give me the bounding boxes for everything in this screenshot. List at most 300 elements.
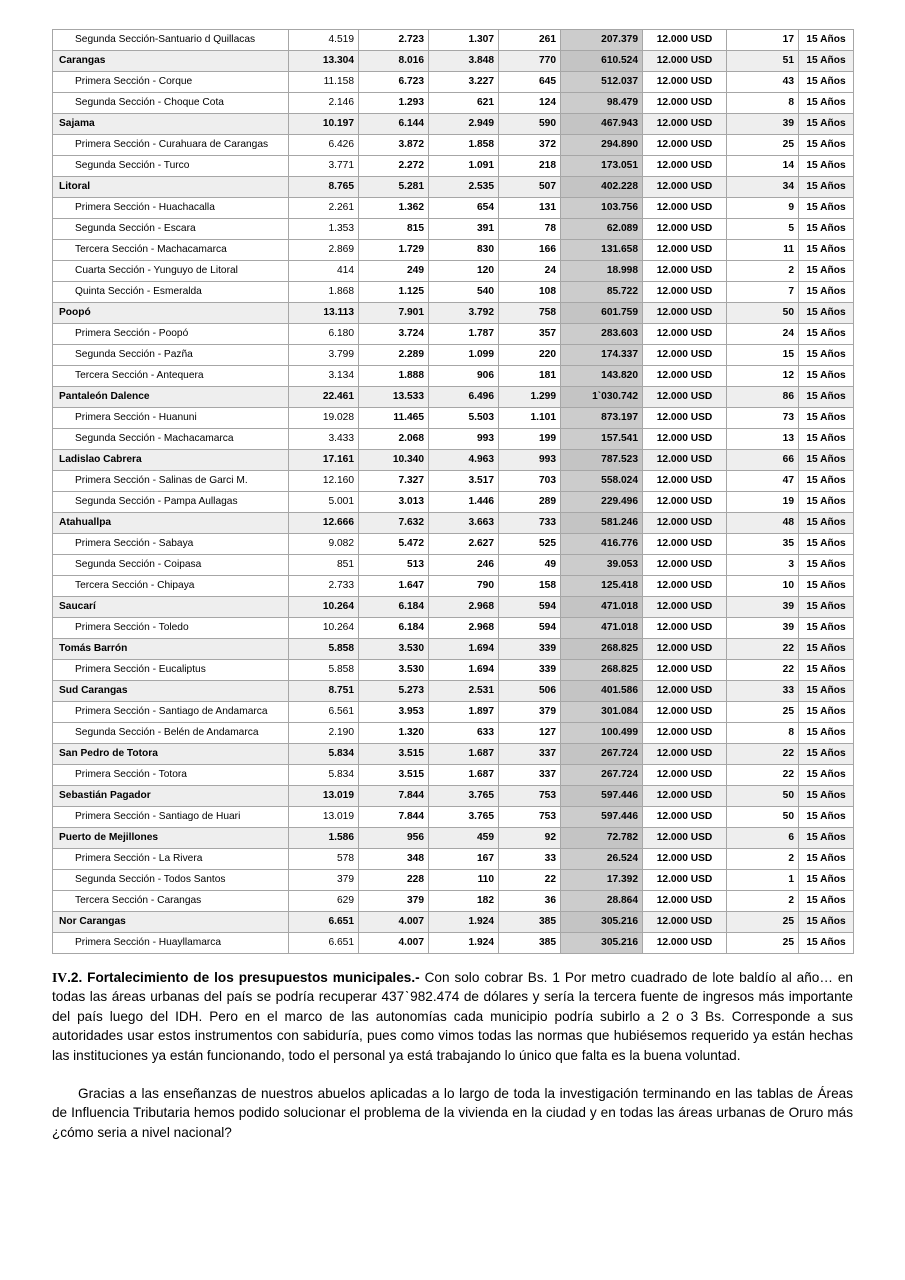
cell-recaudacion: 581.246: [561, 513, 643, 534]
cell-value-1: 19.028: [289, 408, 359, 429]
table-row: [53, 744, 854, 765]
cell-value-2: 7.901: [359, 303, 429, 324]
cell-viviendas: 22: [727, 660, 799, 681]
cell-value-1: 578: [289, 849, 359, 870]
cell-costo-usd: 12.000 USD: [643, 576, 727, 597]
cell-value-2: 5.273: [359, 681, 429, 702]
cell-value-1: 9.082: [289, 534, 359, 555]
cell-viviendas: 25: [727, 912, 799, 933]
cell-value-3: 1.897: [429, 702, 499, 723]
cell-value-4: 108: [499, 282, 561, 303]
cell-value-4: 92: [499, 828, 561, 849]
cell-costo-usd: 12.000 USD: [643, 681, 727, 702]
cell-value-4: 590: [499, 114, 561, 135]
cell-value-3: 654: [429, 198, 499, 219]
cell-value-4: 594: [499, 618, 561, 639]
cell-costo-usd: 12.000 USD: [643, 639, 727, 660]
table-row: [53, 597, 854, 618]
cell-value-2: 2.272: [359, 156, 429, 177]
cell-value-1: 12.160: [289, 471, 359, 492]
cell-value-1: 6.180: [289, 324, 359, 345]
cell-viviendas: 17: [727, 30, 799, 51]
cell-value-4: 166: [499, 240, 561, 261]
cell-value-3: 1.924: [429, 912, 499, 933]
cell-value-2: 2.289: [359, 345, 429, 366]
cell-value-4: 22: [499, 870, 561, 891]
cell-viviendas: 50: [727, 807, 799, 828]
cell-recaudacion: 125.418: [561, 576, 643, 597]
cell-value-2: 379: [359, 891, 429, 912]
table-row: [53, 303, 854, 324]
section-heading: [52, 970, 420, 985]
table-row: [53, 261, 854, 282]
cell-value-4: 753: [499, 786, 561, 807]
cell-recaudacion: 268.825: [561, 639, 643, 660]
cell-recaudacion: 283.603: [561, 324, 643, 345]
cell-recaudacion: 294.890: [561, 135, 643, 156]
cell-value-4: 372: [499, 135, 561, 156]
cell-viviendas: 35: [727, 534, 799, 555]
cell-value-3: 167: [429, 849, 499, 870]
table-row: [53, 324, 854, 345]
cell-value-3: 3.765: [429, 807, 499, 828]
cell-value-1: 13.019: [289, 807, 359, 828]
cell-recaudacion: 1`030.742: [561, 387, 643, 408]
cell-value-2: 3.530: [359, 639, 429, 660]
table-row: [53, 408, 854, 429]
table-row: [53, 933, 854, 954]
cell-value-1: 2.869: [289, 240, 359, 261]
table-row: [53, 849, 854, 870]
cell-plazo: 15 Años: [799, 744, 854, 765]
cell-plazo: 15 Años: [799, 156, 854, 177]
cell-name: Primera Sección - Corque: [53, 72, 289, 93]
cell-value-3: 2.968: [429, 618, 499, 639]
cell-value-4: 127: [499, 723, 561, 744]
cell-recaudacion: 39.053: [561, 555, 643, 576]
cell-recaudacion: 173.051: [561, 156, 643, 177]
cell-value-3: 3.227: [429, 72, 499, 93]
cell-value-1: 13.304: [289, 51, 359, 72]
cell-name: Nor Carangas: [53, 912, 289, 933]
cell-viviendas: 6: [727, 828, 799, 849]
cell-recaudacion: 17.392: [561, 870, 643, 891]
cell-name: Poopó: [53, 303, 289, 324]
cell-name: Tercera Sección - Carangas: [53, 891, 289, 912]
cell-name: Segunda Sección - Machacamarca: [53, 429, 289, 450]
cell-value-4: 33: [499, 849, 561, 870]
cell-value-1: 5.834: [289, 744, 359, 765]
cell-value-2: 3.515: [359, 765, 429, 786]
cell-viviendas: 50: [727, 303, 799, 324]
cell-plazo: 15 Años: [799, 681, 854, 702]
cell-value-1: 2.146: [289, 93, 359, 114]
cell-viviendas: 2: [727, 891, 799, 912]
cell-name: Tercera Sección - Chipaya: [53, 576, 289, 597]
cell-value-1: 3.771: [289, 156, 359, 177]
table-row: [53, 30, 854, 51]
cell-plazo: 15 Años: [799, 282, 854, 303]
cell-costo-usd: 12.000 USD: [643, 177, 727, 198]
paragraph-1-body: Con solo cobrar Bs. 1 Por metro cuadrado de lote baldío al año… en todas las áreas urbanas del país se podría recuperar 437ˋ982.474 de dólares y sería la tercera fuente de ingresos más importante del país luego del IDH. Pero en el marco de las autonomías cada municipio podría subirlo a 2 o 3 Bs. Corresponde a sus autoridades usar estos instrumentos con sabiduría, pues como vimos todas las normas que hubiésemos requerido ya están hechas las instituciones ya están funcionando, todo el personal ya está trabajando lo único que falta es la buena voluntad.: [52, 970, 853, 1063]
cell-value-2: 6.144: [359, 114, 429, 135]
cell-plazo: 15 Años: [799, 177, 854, 198]
cell-costo-usd: 12.000 USD: [643, 408, 727, 429]
cell-costo-usd: 12.000 USD: [643, 702, 727, 723]
cell-viviendas: 7: [727, 282, 799, 303]
cell-value-3: 3.792: [429, 303, 499, 324]
cell-viviendas: 2: [727, 261, 799, 282]
cell-costo-usd: 12.000 USD: [643, 324, 727, 345]
cell-recaudacion: 597.446: [561, 786, 643, 807]
table-row: [53, 240, 854, 261]
cell-costo-usd: 12.000 USD: [643, 135, 727, 156]
cell-viviendas: 39: [727, 597, 799, 618]
cell-value-1: 414: [289, 261, 359, 282]
cell-plazo: 15 Años: [799, 72, 854, 93]
cell-value-4: 181: [499, 366, 561, 387]
cell-value-2: 10.340: [359, 450, 429, 471]
cell-costo-usd: 12.000 USD: [643, 429, 727, 450]
cell-value-1: 5.858: [289, 660, 359, 681]
cell-plazo: 15 Años: [799, 555, 854, 576]
cell-value-4: 993: [499, 450, 561, 471]
cell-value-4: 733: [499, 513, 561, 534]
cell-recaudacion: 597.446: [561, 807, 643, 828]
cell-plazo: 15 Años: [799, 345, 854, 366]
cell-value-4: 594: [499, 597, 561, 618]
cell-name: Litoral: [53, 177, 289, 198]
cell-plazo: 15 Años: [799, 93, 854, 114]
table-row: [53, 534, 854, 555]
cell-value-2: 3.724: [359, 324, 429, 345]
cell-value-2: 1.293: [359, 93, 429, 114]
cell-value-1: 6.561: [289, 702, 359, 723]
cell-recaudacion: 131.658: [561, 240, 643, 261]
cell-costo-usd: 12.000 USD: [643, 198, 727, 219]
cell-value-3: 110: [429, 870, 499, 891]
cell-value-1: 22.461: [289, 387, 359, 408]
cell-value-2: 3.013: [359, 492, 429, 513]
cell-recaudacion: 787.523: [561, 450, 643, 471]
table-row: [53, 93, 854, 114]
cell-plazo: 15 Años: [799, 786, 854, 807]
cell-value-4: 753: [499, 807, 561, 828]
cell-value-1: 2.261: [289, 198, 359, 219]
cell-value-2: 2.723: [359, 30, 429, 51]
cell-value-1: 5.834: [289, 765, 359, 786]
cell-value-3: 3.765: [429, 786, 499, 807]
cell-value-3: 4.963: [429, 450, 499, 471]
cell-costo-usd: 12.000 USD: [643, 51, 727, 72]
cell-viviendas: 14: [727, 156, 799, 177]
cell-value-3: 246: [429, 555, 499, 576]
cell-name: Primera Sección - Curahuara de Carangas: [53, 135, 289, 156]
table-row: [53, 471, 854, 492]
cell-plazo: 15 Años: [799, 387, 854, 408]
cell-value-2: 1.647: [359, 576, 429, 597]
cell-plazo: 15 Años: [799, 912, 854, 933]
cell-name: Primera Sección - La Rivera: [53, 849, 289, 870]
cell-recaudacion: 512.037: [561, 72, 643, 93]
cell-viviendas: 47: [727, 471, 799, 492]
cell-recaudacion: 610.524: [561, 51, 643, 72]
cell-recaudacion: 143.820: [561, 366, 643, 387]
table-row: [53, 786, 854, 807]
cell-recaudacion: 100.499: [561, 723, 643, 744]
cell-value-2: 348: [359, 849, 429, 870]
cell-costo-usd: 12.000 USD: [643, 282, 727, 303]
cell-value-3: 1.446: [429, 492, 499, 513]
cell-value-4: 131: [499, 198, 561, 219]
cell-plazo: 15 Años: [799, 891, 854, 912]
cell-value-2: 7.844: [359, 807, 429, 828]
cell-value-2: 13.533: [359, 387, 429, 408]
cell-value-2: 11.465: [359, 408, 429, 429]
table-row: [53, 282, 854, 303]
cell-value-1: 5.001: [289, 492, 359, 513]
cell-value-1: 3.134: [289, 366, 359, 387]
cell-plazo: 15 Años: [799, 702, 854, 723]
cell-value-2: 5.472: [359, 534, 429, 555]
cell-costo-usd: 12.000 USD: [643, 114, 727, 135]
cell-value-2: 2.068: [359, 429, 429, 450]
table-row: [53, 135, 854, 156]
cell-value-4: 158: [499, 576, 561, 597]
cell-plazo: 15 Años: [799, 933, 854, 954]
cell-value-1: 629: [289, 891, 359, 912]
cell-plazo: 15 Años: [799, 723, 854, 744]
cell-value-1: 3.433: [289, 429, 359, 450]
cell-viviendas: 12: [727, 366, 799, 387]
cell-value-3: 2.968: [429, 597, 499, 618]
cell-value-4: 337: [499, 744, 561, 765]
cell-plazo: 15 Años: [799, 51, 854, 72]
table-row: [53, 429, 854, 450]
cell-name: Tercera Sección - Machacamarca: [53, 240, 289, 261]
cell-costo-usd: 12.000 USD: [643, 345, 727, 366]
table-row: [53, 870, 854, 891]
cell-value-1: 6.651: [289, 933, 359, 954]
table-row: [53, 366, 854, 387]
table-row: [53, 828, 854, 849]
cell-recaudacion: 229.496: [561, 492, 643, 513]
table-row: [53, 681, 854, 702]
cell-name: Segunda Sección - Escara: [53, 219, 289, 240]
cell-costo-usd: 12.000 USD: [643, 828, 727, 849]
cell-value-3: 1.924: [429, 933, 499, 954]
cell-costo-usd: 12.000 USD: [643, 597, 727, 618]
cell-costo-usd: 12.000 USD: [643, 891, 727, 912]
cell-recaudacion: 28.864: [561, 891, 643, 912]
cell-recaudacion: 301.084: [561, 702, 643, 723]
table-row: [53, 639, 854, 660]
cell-value-1: 5.858: [289, 639, 359, 660]
cell-plazo: 15 Años: [799, 261, 854, 282]
cell-value-1: 2.190: [289, 723, 359, 744]
cell-name: Tercera Sección - Antequera: [53, 366, 289, 387]
cell-costo-usd: 12.000 USD: [643, 807, 727, 828]
cell-viviendas: 8: [727, 93, 799, 114]
table-row: [53, 114, 854, 135]
cell-plazo: 15 Años: [799, 471, 854, 492]
cell-viviendas: 13: [727, 429, 799, 450]
cell-value-1: 4.519: [289, 30, 359, 51]
cell-viviendas: 25: [727, 933, 799, 954]
cell-value-4: 770: [499, 51, 561, 72]
cell-costo-usd: 12.000 USD: [643, 492, 727, 513]
cell-recaudacion: 62.089: [561, 219, 643, 240]
cell-costo-usd: 12.000 USD: [643, 555, 727, 576]
cell-costo-usd: 12.000 USD: [643, 240, 727, 261]
cell-costo-usd: 12.000 USD: [643, 366, 727, 387]
table-row: [53, 618, 854, 639]
cell-value-4: 357: [499, 324, 561, 345]
cell-viviendas: 1: [727, 870, 799, 891]
table-row: [53, 702, 854, 723]
cell-recaudacion: 157.541: [561, 429, 643, 450]
table-row: [53, 891, 854, 912]
cell-value-2: 228: [359, 870, 429, 891]
cell-name: Sebastián Pagador: [53, 786, 289, 807]
cell-costo-usd: 12.000 USD: [643, 660, 727, 681]
cell-name: Quinta Sección - Esmeralda: [53, 282, 289, 303]
cell-name: Segunda Sección - Choque Cota: [53, 93, 289, 114]
cell-viviendas: 86: [727, 387, 799, 408]
cell-recaudacion: 305.216: [561, 912, 643, 933]
cell-value-3: 3.848: [429, 51, 499, 72]
cell-plazo: 15 Años: [799, 450, 854, 471]
cell-value-2: 3.530: [359, 660, 429, 681]
cell-name: Segunda Sección - Belén de Andamarca: [53, 723, 289, 744]
cell-value-1: 13.113: [289, 303, 359, 324]
cell-value-2: 3.515: [359, 744, 429, 765]
cell-value-3: 2.535: [429, 177, 499, 198]
cell-value-1: 13.019: [289, 786, 359, 807]
table-row: [53, 513, 854, 534]
cell-value-2: 7.632: [359, 513, 429, 534]
cell-value-3: 3.663: [429, 513, 499, 534]
cell-recaudacion: 98.479: [561, 93, 643, 114]
cell-viviendas: 25: [727, 702, 799, 723]
cell-value-2: 6.184: [359, 618, 429, 639]
cell-value-3: 2.949: [429, 114, 499, 135]
cell-value-4: 24: [499, 261, 561, 282]
cell-value-2: 513: [359, 555, 429, 576]
cell-recaudacion: 402.228: [561, 177, 643, 198]
cell-value-3: 391: [429, 219, 499, 240]
cell-viviendas: 22: [727, 744, 799, 765]
cell-name: Sajama: [53, 114, 289, 135]
cell-value-3: 1.687: [429, 744, 499, 765]
cell-value-2: 7.327: [359, 471, 429, 492]
tributary-influence-table: [52, 29, 854, 954]
cell-value-4: 385: [499, 933, 561, 954]
cell-viviendas: 39: [727, 618, 799, 639]
cell-name: Primera Sección - Totora: [53, 765, 289, 786]
cell-recaudacion: 873.197: [561, 408, 643, 429]
cell-viviendas: 66: [727, 450, 799, 471]
cell-plazo: 15 Años: [799, 597, 854, 618]
paragraph-gracias: Gracias a las enseñanzas de nuestros abuelos aplicadas a lo largo de toda la investigación terminando en las tablas de Áreas de Influencia Tributaria hemos podido solucionar el problema de la vivienda en la ciudad y en todas las áreas urbanas de Oruro más ¿cómo seria a nivel nacional?: [52, 1086, 853, 1140]
cell-plazo: 15 Años: [799, 576, 854, 597]
cell-value-2: 6.184: [359, 597, 429, 618]
cell-value-3: 633: [429, 723, 499, 744]
cell-value-2: 3.953: [359, 702, 429, 723]
cell-value-4: 703: [499, 471, 561, 492]
table-row: [53, 576, 854, 597]
cell-value-1: 379: [289, 870, 359, 891]
cell-costo-usd: 12.000 USD: [643, 93, 727, 114]
cell-plazo: 15 Años: [799, 30, 854, 51]
cell-recaudacion: 305.216: [561, 933, 643, 954]
cell-name: Tomás Barrón: [53, 639, 289, 660]
cell-value-3: 6.496: [429, 387, 499, 408]
cell-recaudacion: 471.018: [561, 597, 643, 618]
cell-value-3: 1.091: [429, 156, 499, 177]
cell-costo-usd: 12.000 USD: [643, 450, 727, 471]
cell-value-3: 1.787: [429, 324, 499, 345]
cell-recaudacion: 103.756: [561, 198, 643, 219]
cell-value-3: 2.627: [429, 534, 499, 555]
cell-viviendas: 2: [727, 849, 799, 870]
cell-name: Primera Sección - Salinas de Garci M.: [53, 471, 289, 492]
cell-recaudacion: 174.337: [561, 345, 643, 366]
cell-value-2: 8.016: [359, 51, 429, 72]
cell-value-2: 4.007: [359, 933, 429, 954]
cell-value-4: 385: [499, 912, 561, 933]
cell-value-3: 1.694: [429, 660, 499, 681]
cell-costo-usd: 12.000 USD: [643, 471, 727, 492]
cell-value-2: 1.320: [359, 723, 429, 744]
cell-costo-usd: 12.000 USD: [643, 72, 727, 93]
cell-plazo: 15 Años: [799, 513, 854, 534]
cell-value-1: 12.666: [289, 513, 359, 534]
cell-viviendas: 5: [727, 219, 799, 240]
cell-value-1: 10.264: [289, 597, 359, 618]
table-row: [53, 345, 854, 366]
cell-recaudacion: 471.018: [561, 618, 643, 639]
cell-recaudacion: 416.776: [561, 534, 643, 555]
cell-recaudacion: 207.379: [561, 30, 643, 51]
cell-plazo: 15 Años: [799, 429, 854, 450]
table-row: [53, 51, 854, 72]
cell-costo-usd: 12.000 USD: [643, 156, 727, 177]
cell-costo-usd: 12.000 USD: [643, 912, 727, 933]
cell-viviendas: 3: [727, 555, 799, 576]
cell-value-2: 815: [359, 219, 429, 240]
cell-value-2: 4.007: [359, 912, 429, 933]
cell-value-4: 124: [499, 93, 561, 114]
cell-recaudacion: 18.998: [561, 261, 643, 282]
cell-value-3: 1.307: [429, 30, 499, 51]
cell-viviendas: 22: [727, 765, 799, 786]
cell-name: Cuarta Sección - Yunguyo de Litoral: [53, 261, 289, 282]
cell-value-1: 3.799: [289, 345, 359, 366]
table-row: [53, 912, 854, 933]
cell-viviendas: 51: [727, 51, 799, 72]
cell-value-4: 339: [499, 639, 561, 660]
cell-value-4: 218: [499, 156, 561, 177]
cell-value-3: 182: [429, 891, 499, 912]
cell-value-1: 6.651: [289, 912, 359, 933]
cell-name: Primera Sección - Huachacalla: [53, 198, 289, 219]
cell-value-3: 790: [429, 576, 499, 597]
cell-name: Segunda Sección - Turco: [53, 156, 289, 177]
cell-viviendas: 34: [727, 177, 799, 198]
cell-value-3: 1.694: [429, 639, 499, 660]
cell-plazo: 15 Años: [799, 324, 854, 345]
